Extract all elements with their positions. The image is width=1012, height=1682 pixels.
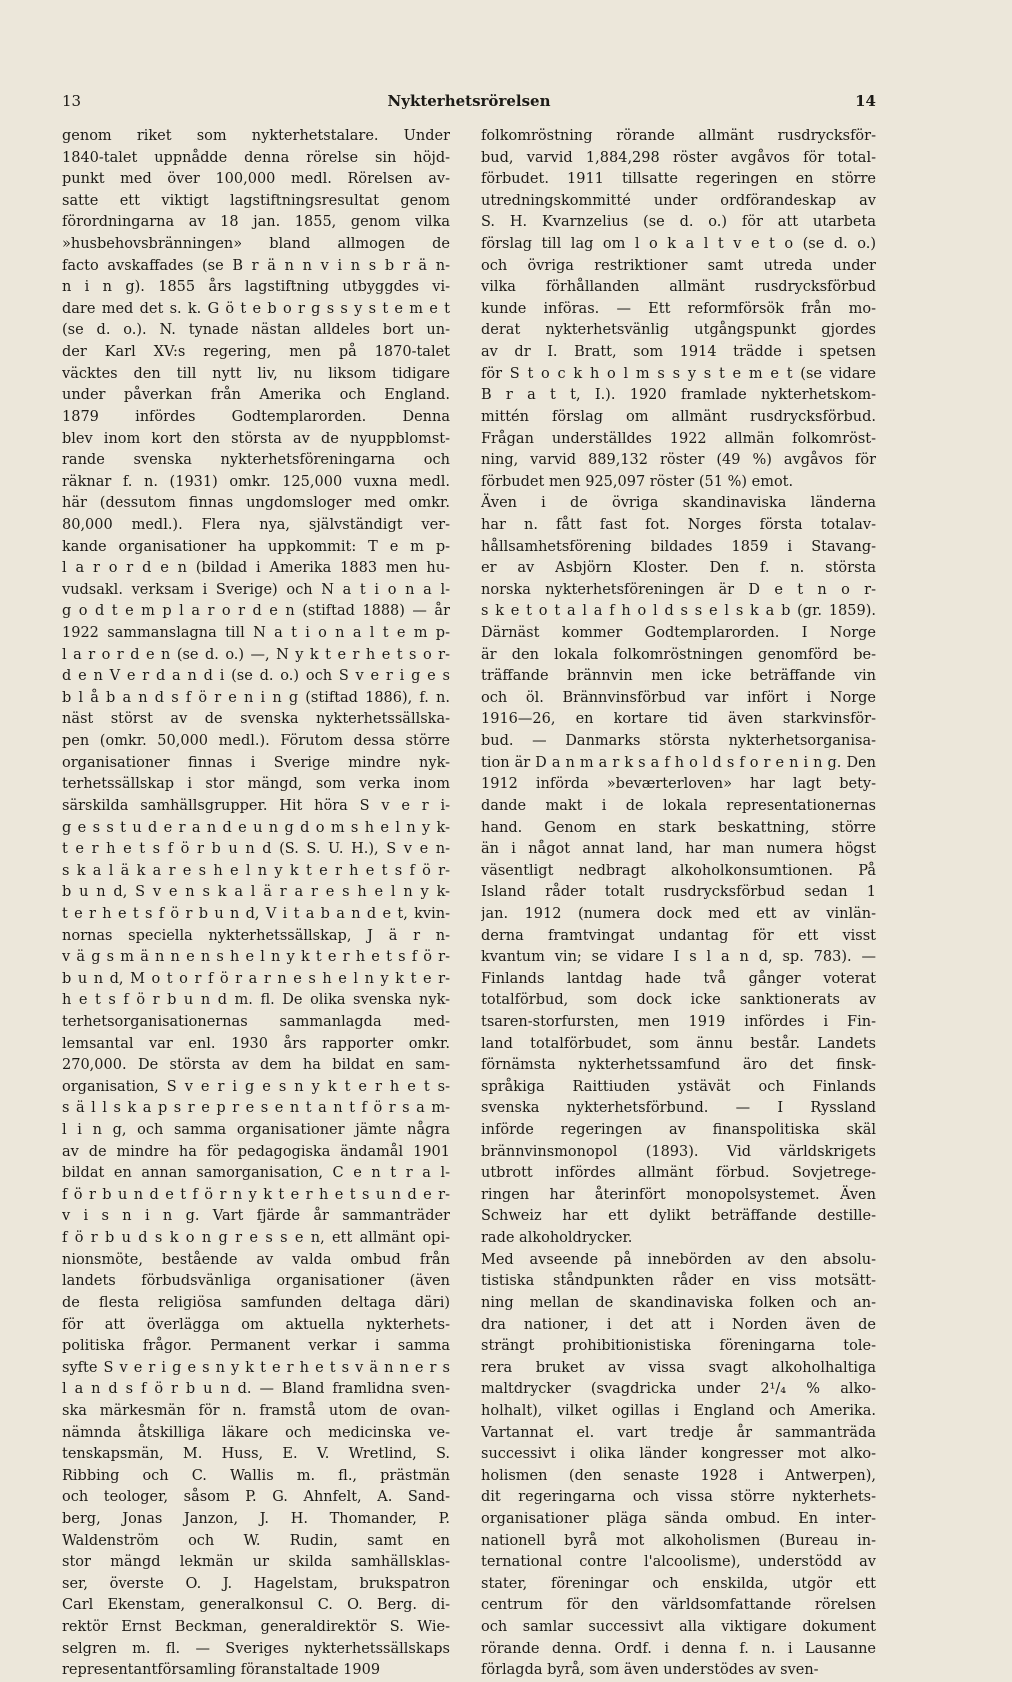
text-line: s k e t o t a l a f h o l d s s e l s k a b (gr. 1859). xyxy=(481,603,876,620)
text-line: och övriga restriktioner samt utreda under xyxy=(481,257,876,274)
text-line: ska märkesmän för n. framstå utom de ovan- xyxy=(62,1402,450,1419)
text-line: h e t s f ö r b u n d m. fl. De olika svenska nyk- xyxy=(62,992,450,1009)
text-line: l i n g, och samma organisationer jämte några xyxy=(62,1122,450,1139)
text-line: S. H. Kvarnzelius (se d. o.) för att utarbeta xyxy=(481,214,876,231)
text-line: svenska nykterhetsförbund. — I Ryssland xyxy=(481,1100,876,1117)
text-line: jan. 1912 (numera dock med ett av vinlän- xyxy=(481,905,876,922)
text-line: v ä g s m ä n n e n s h e l n y k t e r h e t s f ö r- xyxy=(62,949,450,966)
text-line: b l å b a n d s f ö r e n i n g (stiftad 1886), f. n. xyxy=(62,689,450,706)
text-line: och samlar successivt alla viktigare dokument xyxy=(481,1619,876,1636)
text-line: l a n d s f ö r b u n d. — Bland framlidna sven- xyxy=(62,1381,450,1398)
text-line: hållsamhetsförening bildades 1859 i Stavang- xyxy=(481,538,876,555)
text-line: t e r h e t s f ö r b u n d, V i t a b a n d e t, kvin- xyxy=(62,905,450,922)
text-line: Med avseende på innebörden av den absolu- xyxy=(481,1251,876,1268)
text-line: politiska frågor. Permanent verkar i samma xyxy=(62,1338,450,1355)
text-line: t e r h e t s f ö r b u n d (S. S. U. H.), S v e n- xyxy=(62,841,450,858)
text-line: 80,000 medl.). Flera nya, självständigt ver- xyxy=(62,516,450,533)
text-line: nämnda åtskilliga läkare och medicinska ve- xyxy=(62,1424,450,1441)
text-line: förbudet men 925,097 röster (51 %) emot. xyxy=(481,473,794,490)
text-line: nionsmöte, bestående av valda ombud från xyxy=(62,1251,450,1268)
text-line: pen (omkr. 50,000 medl.). Förutom dessa större xyxy=(62,733,450,750)
text-line: räknar f. n. (1931) omkr. 125,000 vuxna medl. xyxy=(62,473,450,490)
text-line: 1840-talet uppnådde denna rörelse sin höjd- xyxy=(62,149,450,166)
text-line: b u n d, S v e n s k a l ä r a r e s h e l n y k- xyxy=(62,884,450,901)
text-line: tistiska ståndpunkten råder en viss motsätt- xyxy=(481,1273,876,1290)
text-line: kvantum vin; se vidare I s l a n d, sp. 783). — xyxy=(481,949,876,966)
text-line: Finlands lantdag hade två gånger voterat xyxy=(481,970,876,987)
text-line: näst störst av de svenska nykterhetssällska- xyxy=(62,711,450,728)
text-line: l a r o r d e n (bildad i Amerika 1883 men hu- xyxy=(62,560,450,577)
text-line: tenskapsmän, M. Huss, E. V. Wretlind, S. xyxy=(62,1446,450,1463)
text-line: väsentligt nedbragt alkoholkonsumtionen. På xyxy=(481,862,876,879)
text-line: organisationer pläga sända ombud. En inter- xyxy=(481,1511,876,1527)
text-line: stater, föreningar och enskilda, utgör ett xyxy=(481,1575,876,1592)
text-line: folkomröstning rörande allmänt rusdrycksför- xyxy=(481,128,876,144)
text-line: här (dessutom finnas ungdomsloger med omkr. xyxy=(62,495,450,512)
text-line: än i något annat land, har man numera högst xyxy=(481,841,876,858)
text-line: land totalförbudet, som ännu består. Landets xyxy=(481,1035,876,1052)
text-line: holhalt), vilket ogillas i England och Amerika. xyxy=(481,1402,876,1419)
text-line: Waldenström och W. Rudin, samt en xyxy=(62,1532,450,1549)
text-line: förlagda byrå, som även understödes av sven- xyxy=(481,1662,819,1679)
text-line: v i s n i n g. Vart fjärde år sammanträder xyxy=(62,1208,450,1225)
text-line: ser, överste O. J. Hagelstam, brukspatron xyxy=(62,1575,450,1592)
right-page-number: 14 xyxy=(855,92,876,110)
text-line: derat nykterhetsvänlig utgångspunkt gjordes xyxy=(481,322,876,339)
text-line: är den lokala folkomröstningen genomförd be- xyxy=(481,646,876,663)
text-line: facto avskaffades (se B r ä n n v i n s b r ä n- xyxy=(62,257,450,274)
text-line: bildat en annan samorganisation, C e n t r a l- xyxy=(62,1165,450,1182)
text-line: 1912 införda »beværterloven» har lagt bety- xyxy=(481,776,876,793)
text-line: förslag till lag om l o k a l t v e t o (se d. o.) xyxy=(481,236,876,253)
text-line: f ö r b u d s k o n g r e s s e n, ett allmänt opi- xyxy=(62,1230,450,1247)
text-line: rörande denna. Ordf. i denna f. n. i Lausanne xyxy=(481,1640,876,1657)
text-line: ning, varvid 889,132 röster (49 %) avgåvos för xyxy=(481,452,876,469)
text-line: maltdrycker (svagdricka under 2¹/₄ % alko- xyxy=(481,1381,876,1398)
page-header xyxy=(62,92,876,114)
text-line: centrum för den världsomfattande rörelsen xyxy=(481,1597,876,1614)
text-line: brännvinsmonopol (1893). Vid världskrigets xyxy=(481,1143,876,1160)
text-line: g e s s t u d e r a n d e u n g d o m s h e l n y k- xyxy=(62,819,450,836)
text-line: punkt med över 100,000 medl. Rörelsen av- xyxy=(62,171,450,188)
text-line: ternational contre l'alcoolisme), understödd av xyxy=(481,1554,876,1571)
text-line: rera bruket av vissa svagt alkoholhaltiga xyxy=(481,1359,876,1376)
text-line: språkiga Raittiuden ystävät och Finlands xyxy=(481,1078,876,1095)
text-line: totalförbud, som dock icke sanktionerats av xyxy=(481,992,876,1009)
text-line: s k a l ä k a r e s h e l n y k t e r h e t s f ö r- xyxy=(62,862,450,879)
text-line: successivt i olika länder kongresser mot alko- xyxy=(481,1446,876,1463)
text-line: rande svenska nykterhetsföreningarna och xyxy=(62,452,450,469)
text-line: utredningskommitté under ordförandeskap av xyxy=(481,192,876,209)
text-line: och teologer, såsom P. G. Ahnfelt, A. Sand- xyxy=(62,1489,450,1506)
running-title: Nykterhetsrörelsen xyxy=(387,92,551,110)
text-line: l a r o r d e n (se d. o.) —, N y k t e r h e t s o r- xyxy=(62,646,450,663)
text-line: terhetsorganisationernas sammanlagda med- xyxy=(62,1013,450,1030)
text-line: bud. — Danmarks största nykterhetsorganisa- xyxy=(481,733,876,750)
text-line: nornas speciella nykterhetssällskap, J ä r n- xyxy=(62,927,450,944)
text-line: g o d t e m p l a r o r d e n (stiftad 1888) — år xyxy=(62,603,450,620)
text-line: B r a t t, I.). 1920 framlade nykterhetskom- xyxy=(481,387,876,404)
text-line: av de mindre ha för pedagogiska ändamål 1901 xyxy=(62,1143,450,1160)
text-line: norska nykterhetsföreningen är D e t n o r- xyxy=(481,581,876,598)
text-line: rektör Ernst Beckman, generaldirektör S. Wie- xyxy=(62,1619,450,1636)
right-text-column xyxy=(481,126,876,1682)
text-line: d e n V e r d a n d i (se d. o.) och S v e r i g e s xyxy=(62,668,450,685)
text-line: b u n d, M o t o r f ö r a r n e s h e l n y k t e r- xyxy=(62,970,450,987)
text-line: utbrott infördes allmänt förbud. Sovjetrege- xyxy=(481,1165,876,1182)
text-line: 1879 infördes Godtemplarorden. Denna xyxy=(62,408,450,425)
text-line: hand. Genom en stark beskattning, större xyxy=(481,819,876,836)
text-line: genom riket som nykterhetstalare. Under xyxy=(62,128,450,144)
text-line: särskilda samhällsgrupper. Hit höra S v e r i- xyxy=(62,797,450,814)
text-line: 1922 sammanslagna till N a t i o n a l t e m p- xyxy=(62,625,450,642)
text-line: och öl. Brännvinsförbud var infört i Norge xyxy=(481,689,876,706)
text-line: under påverkan från Amerika och England. xyxy=(62,387,450,404)
text-line: tsaren-storfursten, men 1919 infördes i Fin- xyxy=(481,1013,876,1030)
text-line: dare med det s. k. G ö t e b o r g s s y s t e m e t xyxy=(62,300,450,317)
text-line: rade alkoholdrycker. xyxy=(481,1230,633,1247)
text-line: ning mellan de skandinaviska folken och an- xyxy=(481,1294,876,1311)
text-line: Carl Ekenstam, generalkonsul C. O. Berg. di- xyxy=(62,1597,450,1614)
text-line: de flesta religiösa samfunden deltaga däri) xyxy=(62,1294,450,1311)
text-line: Även i de övriga skandinaviska länderna xyxy=(481,495,876,512)
text-line: representantförsamling föranstaltade 1909 xyxy=(62,1662,381,1679)
text-line: bud, varvid 1,884,298 röster avgåvos för total- xyxy=(481,149,876,166)
text-line: strängt prohibitionistiska föreningarna tole- xyxy=(481,1338,876,1355)
text-line: har n. fått fast fot. Norges första totalav- xyxy=(481,516,876,533)
text-line: Vartannat el. vart tredje år sammanträda xyxy=(481,1424,876,1441)
text-line: förnämsta nykterhetssamfund äro det finsk- xyxy=(481,1057,876,1074)
text-line: landets förbudsvänliga organisationer (även xyxy=(62,1273,450,1290)
text-line: tion är D a n m a r k s a f h o l d s f o r e n i n g. Den xyxy=(481,754,876,771)
text-line: derna framtvingat undantag för ett visst xyxy=(481,927,876,944)
text-line: s ä l l s k a p s r e p r e s e n t a n t f ö r s a m- xyxy=(62,1100,450,1117)
text-line: mittén förslag om allmänt rusdrycksförbud. xyxy=(481,408,876,425)
text-line: Därnäst kommer Godtemplarorden. I Norge xyxy=(481,625,876,642)
left-text-column xyxy=(62,126,450,1682)
text-line: nationell byrå mot alkoholismen (Bureau in- xyxy=(481,1532,876,1549)
text-line: vudsakl. verksam i Sverige) och N a t i o n a l- xyxy=(62,581,450,598)
text-line: organisation, S v e r i g e s n y k t e r h e t s- xyxy=(62,1078,450,1095)
text-line: 270,000. De största av dem ha bildat en sam- xyxy=(62,1057,450,1074)
text-line: Island råder totalt rusdrycksförbud sedan 1 xyxy=(481,884,876,901)
text-line: er av Asbjörn Kloster. Den f. n. största xyxy=(481,560,876,577)
text-line: terhetssällskap i stor mängd, som verka inom xyxy=(62,776,450,793)
text-line: blev inom kort den största av de nyuppblomst- xyxy=(62,430,450,447)
text-line: »husbehovsbränningen» bland allmogen de xyxy=(62,236,450,253)
text-line: träffande brännvin men icke beträffande vin xyxy=(481,668,876,685)
text-line: syfte S v e r i g e s n y k t e r h e t s v ä n n e r s xyxy=(62,1359,450,1376)
text-line: organisationer finnas i Sverige mindre nyk- xyxy=(62,754,450,771)
text-line: för S t o c k h o l m s s y s t e m e t (se vidare xyxy=(481,365,876,382)
text-line: holismen (den senaste 1928 i Antwerpen), xyxy=(481,1467,876,1484)
text-line: ringen har återinfört monopolsystemet. Även xyxy=(481,1186,876,1203)
text-line: dra nationer, i det att i Norden även de xyxy=(481,1316,876,1333)
text-line: dit regeringarna och vissa större nykterhets- xyxy=(481,1489,876,1506)
text-line: der Karl XV:s regering, men på 1870-talet xyxy=(62,344,450,361)
text-line: kunde införas. — Ett reformförsök från mo- xyxy=(481,300,876,317)
text-line: Frågan underställdes 1922 allmän folkomröst- xyxy=(481,430,876,447)
text-line: lemsantal var enl. 1930 års rapporter omkr. xyxy=(62,1035,450,1052)
text-line: selgren m. fl. — Sveriges nykterhetssällskaps xyxy=(62,1640,450,1657)
text-line: förordningarna av 18 jan. 1855, genom vilka xyxy=(62,214,450,231)
text-line: 1916—26, en kortare tid även starkvinsför- xyxy=(481,711,876,728)
text-line: av dr I. Bratt, som 1914 trädde i spetsen xyxy=(481,344,876,361)
text-line: väcktes den till nytt liv, nu liksom tidigare xyxy=(62,365,450,382)
text-line: vilka förhållanden allmänt rusdrycksförbud xyxy=(481,279,876,296)
text-line: stor mängd lekmän ur skilda samhällsklas- xyxy=(62,1554,450,1571)
text-line: införde regeringen av finanspolitiska skäl xyxy=(481,1122,876,1139)
text-line: för att överlägga om aktuella nykterhets- xyxy=(62,1316,450,1333)
text-line: dande makt i de lokala representationernas xyxy=(481,797,876,814)
text-line: f ö r b u n d e t f ö r n y k t e r h e t s u n d e r- xyxy=(62,1186,450,1203)
text-line: Ribbing och C. Wallis m. fl., prästmän xyxy=(62,1467,450,1484)
text-line: kande organisationer ha uppkommit: T e m p- xyxy=(62,538,450,555)
text-line: satte ett viktigt lagstiftningsresultat genom xyxy=(62,192,450,209)
text-line: n i n g). 1855 års lagstiftning utbyggdes vi- xyxy=(62,279,450,296)
text-line: (se d. o.). N. tynade nästan alldeles bort un- xyxy=(62,322,450,339)
text-line: berg, Jonas Janzon, J. H. Thomander, P. xyxy=(62,1511,450,1527)
text-line: Schweiz har ett dylikt beträffande destille- xyxy=(481,1208,876,1225)
left-page-number: 13 xyxy=(62,92,82,110)
text-line: förbudet. 1911 tillsatte regeringen en större xyxy=(481,171,876,188)
